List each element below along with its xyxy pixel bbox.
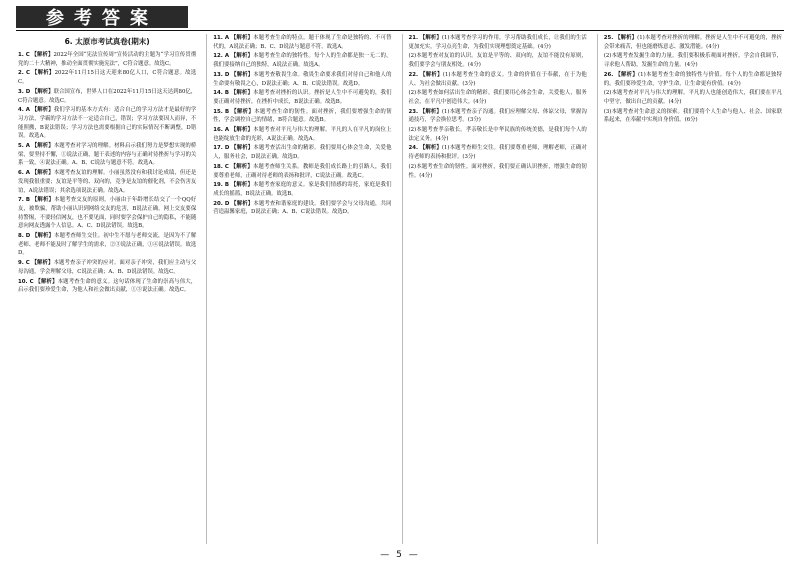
analysis-tag: 【解析】	[231, 71, 254, 78]
answer-text: 本题考查生命的意义。这句话体现了生命的崇高与伟大，启示我们要珍爱生命，为他人和社会做出贡献，①③说法正确。故选C。	[18, 278, 197, 294]
column-1	[16, 34, 198, 544]
analysis-tag: 【解析】	[230, 127, 254, 134]
answer-item	[409, 34, 587, 51]
answer-item	[409, 89, 587, 106]
analysis-tag: 【解析】	[31, 197, 55, 204]
analysis-tag: 【解析】	[31, 70, 55, 77]
answer-item	[213, 200, 391, 217]
answer-item	[213, 181, 391, 198]
answer-number: 14. B	[213, 90, 229, 97]
answer-text: 本题考查亲子冲突的应对。面对亲子冲突，我们应主动与父母沟通，学会理解父母，C说法正确；A、B、D说法错误。故选C。	[18, 260, 197, 275]
answer-text: 本题考查生命的韧性。面对挫折，我们要增强生命的韧性，学会调控自己的情绪，B符合题意。故选B。	[213, 108, 392, 124]
answer-number: 1. C	[18, 52, 30, 58]
answer-item	[18, 232, 196, 258]
analysis-tag: 【解析】	[230, 53, 254, 60]
answer-text: (1)本题考查对挫折的理解。挫折是人生中不可避免的，挫折会带来痛苦，但也能磨炼意志、激发潜能。(4分)	[603, 35, 782, 50]
answer-number: 20. D	[213, 200, 230, 207]
answer-item	[409, 71, 587, 88]
answer-text: 本题考查活出生命的精彩。我们要用心体会生命，关爱他人，服务社会，D说法正确。故选D。	[213, 145, 392, 161]
analysis-tag: 【解析】	[230, 163, 253, 170]
answer-text: 本题考查对平凡与伟大的理解。平凡的人在平凡的岗位上也能绽放生命的光彩，A说法正确。故选A。	[213, 127, 392, 142]
answer-item	[409, 126, 587, 143]
analysis-tag: 【解析】	[35, 278, 58, 285]
answer-text: (2)本题考查如何活出生命的精彩。我们要用心体会生命，关爱他人，服务社会，在平凡中创造伟大。(4分)	[408, 90, 587, 105]
answer-item	[18, 259, 196, 276]
answer-text: (1)本题考查亲子沟通。我们应理解父母、体谅父母，掌握沟通技巧，学会换位思考。(3分)	[408, 108, 587, 124]
analysis-tag: 【解析】	[31, 88, 54, 95]
answer-item	[604, 34, 782, 51]
answer-number: 3. D	[18, 88, 31, 95]
analysis-tag: 【解析】	[419, 145, 442, 152]
answer-number: 8. D	[18, 233, 31, 240]
analysis-tag: 【解析】	[419, 108, 442, 115]
analysis-tag: 【解析】	[230, 90, 254, 97]
answer-text: 2022年全国“宪法宣传周”宣传活动的主题为“学习宣传贯彻党的二十大精神，推动全面贯彻实施宪法”，C符合题意。故选C。	[18, 52, 197, 67]
answer-text: (1)本题考查学习的作用。学习帮助我们成长，让我们的生活更加充实，学习点亮生命，为我们实现理想奠定基础。(4分)	[408, 35, 587, 50]
answer-item	[409, 144, 587, 161]
analysis-tag: 【解析】	[31, 143, 54, 150]
answer-item	[213, 52, 391, 69]
column-4	[597, 34, 784, 544]
answer-number: 9. C	[18, 260, 30, 267]
answer-item	[213, 126, 391, 143]
answer-item	[18, 278, 196, 295]
answer-item	[213, 34, 391, 51]
answer-number: 22.	[408, 71, 419, 78]
column-2	[206, 34, 393, 544]
answer-number: 12. A	[213, 53, 230, 60]
answer-text: 本题考查生命的独特性。每个人的生命都是独一无二的，我们要接纳自己的独特，A说法正确。故选A。	[213, 53, 392, 69]
answer-item	[18, 88, 196, 105]
answer-number: 13. D	[213, 71, 230, 78]
analysis-tag: 【解析】	[31, 107, 54, 114]
answer-item	[18, 106, 196, 141]
answer-text: 2022年11月15日这天迎来80亿人口，C符合题意。故选C。	[18, 70, 197, 86]
analysis-tag: 【解析】	[419, 35, 442, 41]
answer-number: 19. B	[213, 182, 229, 189]
header-rule	[16, 30, 784, 31]
answer-text: 本题考查家庭的意义。家是我们情感的寄托，家庭是我们成长的摇篮，B说法正确。故选B。	[213, 182, 392, 197]
answer-text: (2)本题考查发掘生命的力量。我们要积极乐观面对挫折，学会自我调节，寻求他人帮助，发掘生命的力量。(4分)	[603, 53, 782, 69]
analysis-tag: 【解析】	[615, 71, 639, 78]
analysis-tag: 【解析】	[231, 145, 254, 152]
analysis-tag: 【解析】	[231, 108, 255, 115]
answer-number: 18. C	[213, 163, 229, 170]
answer-item	[213, 71, 391, 88]
answer-number: 26.	[603, 71, 614, 78]
answer-text: (3)本题考查对生命意义的探索。我们要将个人生命与他人、社会、国家联系起来，在奉献中实现自身价值。(6分)	[603, 108, 782, 124]
answer-number: 24.	[408, 145, 419, 152]
answer-item	[604, 52, 782, 69]
answer-number: 21.	[408, 35, 419, 41]
answer-text: (1)本题考查师生交往。我们要尊重老师，理解老师，正确对待老师的表扬和批评。(3分)	[408, 145, 587, 161]
answer-item	[604, 108, 782, 125]
analysis-tag: 【解析】	[420, 71, 443, 78]
answer-number: 4. A	[18, 107, 30, 114]
answer-item	[18, 69, 196, 86]
answer-text: 本题考查友谊的理解。小丽虽然没有和我讨论成绩，但还是发现我很重要；友谊是平等的、双向的，竞争是友谊的催化剂，不会伤害友谊，A说法错误；其余选项说法正确。故选A。	[18, 170, 197, 194]
answer-text: 本题考查和谐家庭的建设。我们要学会与父母沟通，共同营造温馨家庭，D说法正确；A、B、C说法错误。故选D。	[213, 200, 392, 216]
column-3	[402, 34, 589, 544]
answer-number: 17. D	[213, 145, 230, 152]
analysis-tag: 【解析】	[31, 52, 54, 58]
answer-text: (2)本题考查孝亲敬长。孝亲敬长是中华民族的传统美德，是我们每个人的法定义务。(4分)	[408, 127, 587, 142]
answer-item	[604, 89, 782, 106]
answer-text: (1)本题考查生命的独特性与价值。每个人的生命都是独特的，我们要珍爱生命，守护生命，让生命更有价值。(4分)	[603, 71, 782, 87]
answer-text: 本题考查对学习的理解。材料启示我们努力是梦想实现的桥梁，要坚持不懈，①说法正确，题干表述的内容与正确对待挫折与学习的关系一致，④说法正确。A、B、C说法与题意不符。故选A。	[18, 143, 197, 167]
analysis-tag: 【解析】	[231, 200, 254, 207]
answer-text: 我们学习的基本方式有：适合自己的学习方法才是最好的学习方法，学霸的学习方法不一定适合自己，错误；学习方法要因人而异，不能照搬，B说法错误；学习方法也需要根据自己的实际情况不断调整，D错误。故选A。	[18, 107, 197, 140]
answer-item	[18, 196, 196, 231]
analysis-tag: 【解析】	[230, 35, 254, 41]
analysis-tag: 【解析】	[31, 260, 54, 267]
answer-number: 2. C	[18, 70, 30, 77]
answer-item	[409, 163, 587, 180]
answer-item	[18, 142, 196, 168]
answer-item	[213, 108, 391, 125]
section-title: 6. 太原市考试真卷(期末)	[64, 37, 150, 46]
answer-number: 11. A	[213, 35, 230, 41]
answer-item	[18, 169, 196, 195]
page-header-title: 参考答案	[16, 6, 188, 28]
answer-number: 25.	[603, 35, 614, 41]
answer-item	[409, 108, 587, 125]
answer-text: (2)本题考查对友谊的认识。友谊是平等的、双向的，友谊不能没有原则，我们要学会与朋友相处。(4分)	[408, 53, 587, 69]
page-number: — 5 —	[380, 550, 420, 560]
answer-page	[16, 4, 784, 560]
answer-text: 本题考查师生交往。初中生不愿与老师交流，是因为不了解老师、老师不能及时了解学生的需求，②③说法正确，①④说法错误。故选D。	[18, 233, 197, 257]
analysis-tag: 【解析】	[230, 182, 254, 189]
answer-text: (2)本题考查对平凡与伟大的理解。平凡的人也能创造伟大，我们要在平凡中坚守，做出自己的贡献。(4分)	[603, 90, 782, 105]
answer-columns	[16, 34, 784, 544]
answer-number: 15. B	[213, 108, 230, 115]
answer-number: 7. B	[18, 197, 30, 204]
answer-text: (2)本题考查生命的韧性。面对挫折，我们要正确认识挫折，增强生命的韧性。(4分)	[408, 163, 587, 179]
analysis-tag: 【解析】	[31, 170, 54, 177]
answer-item	[409, 52, 587, 69]
analysis-tag: 【解析】	[615, 35, 638, 41]
analysis-tag: 【解析】	[32, 233, 54, 240]
answer-text: 本题考查对挫折的认识。挫折是人生中不可避免的，我们要正确对待挫折，在挫折中成长，B说法正确。故选B。	[213, 90, 392, 105]
answer-number: 6. A	[18, 170, 30, 177]
answer-text: 本题考查生命的特点。题干体现了生命是独特的、不可替代的，A说法正确；B、C、D说法与题意不符。故选A。	[213, 35, 392, 50]
answer-text: 联合国宣布，世界人口在2022年11月15日这天达到80亿，C符合题意。故选C。	[18, 88, 197, 104]
answer-item	[18, 51, 196, 68]
answer-number: 23.	[408, 108, 419, 115]
answer-item	[604, 71, 782, 88]
answer-item	[213, 163, 391, 180]
answer-number: 10. C	[18, 278, 34, 285]
answer-number: 16. A	[213, 127, 230, 134]
answer-text: (1)本题考查生命的意义。生命的价值在于奉献，在于为他人、为社会做出贡献。(3分)	[408, 71, 587, 87]
answer-item	[213, 89, 391, 106]
answer-number: 5. A	[18, 143, 30, 150]
answer-item	[213, 144, 391, 161]
answer-text: 本题考查师生关系。教师是我们成长路上的引路人，我们要尊重老师，正确对待老师的表扬和批评，C说法正确。故选C。	[213, 163, 392, 179]
answer-text: 本题考查敬畏生命。敬畏生命要求我们对待自己和他人的生命要有敬畏之心，D说法正确；A、B、C说法错误。故选D。	[213, 71, 392, 87]
answer-text: 本题考查交友的原则。小丽由于年龄增长结交了一个QQ好友，被欺骗，帮助小丽认识到网络交友的危害，B说法正确。网上交友要保持警惕，不要轻信网友，也不要见面，同时要学会保护自己的隐私，不能随意向网友透露个人信息。A、C、D说法错误。故选B。	[18, 197, 197, 230]
